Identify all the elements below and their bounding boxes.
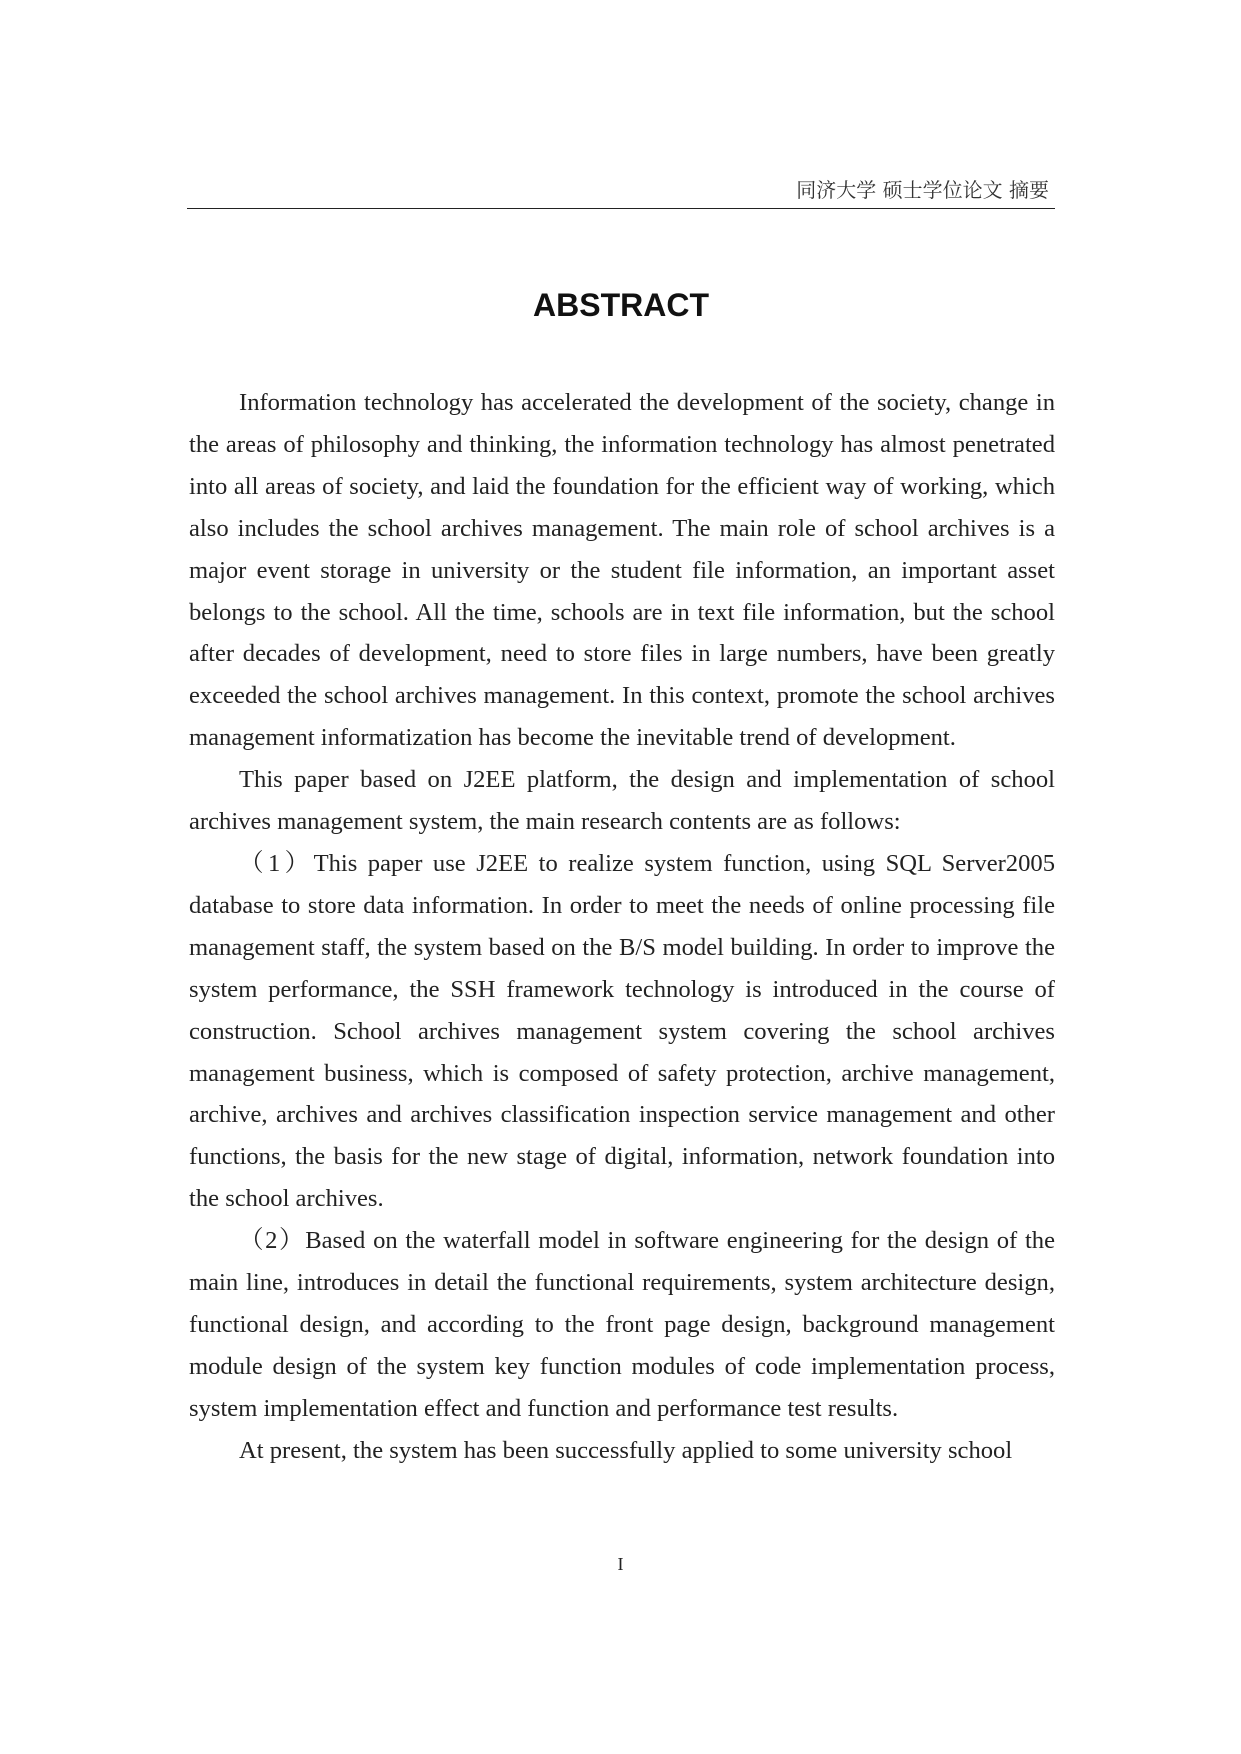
paragraph-overview: This paper based on J2EE platform, the design and implementation of school archives management system, the main research contents are as follows: — [189, 766, 1055, 836]
paragraph-item-2: （2）Based on the waterfall model in software engineering for the design of the main line, introduces in detail the functional requirements, system architecture design, functional design, and according to the front page design, background management module design of the system key function modules of code implementation process, system implementation effect and function and performance test results. — [189, 1227, 1055, 1422]
running-header-text: 同济大学 硕士学位论文 摘要 — [796, 178, 1049, 202]
page-number: I — [617, 1554, 624, 1574]
abstract-title: ABSTRACT — [533, 287, 709, 323]
paragraph-intro: Information technology has accelerated the development of the society, change in the areas of philosophy and thinking, the information technology has almost penetrated into all areas of society, and laid the foundation for the efficient way of working, which also includes the school archives management. The main role of school archives is a major event storage in university or the student file information, an important asset belongs to the school. All the time, schools are in text file information, but the school after decades of development, need to store files in large numbers, have been greatly exceeded the school archives management. In this context, promote the school archives management informatization has become the inevitable trend of development. — [189, 389, 1055, 752]
abstract-body — [189, 382, 1055, 1472]
paragraph-conclusion: At present, the system has been successfully applied to some university school — [239, 1436, 1013, 1464]
running-header — [187, 176, 1055, 209]
paragraph-item-1: （1）This paper use J2EE to realize system function, using SQL Server2005 database to store data information. In order to meet the needs of online processing file management staff, the system based on the B/S model building. In order to improve the system performance, the SSH framework technology is introduced in the course of construction. School archives management system covering the school archives management business, which is composed of safety protection, archive management, archive, archives and archives classification inspection service management and other functions, the basis for the new stage of digital, information, network foundation into the school archives. — [189, 849, 1055, 1213]
